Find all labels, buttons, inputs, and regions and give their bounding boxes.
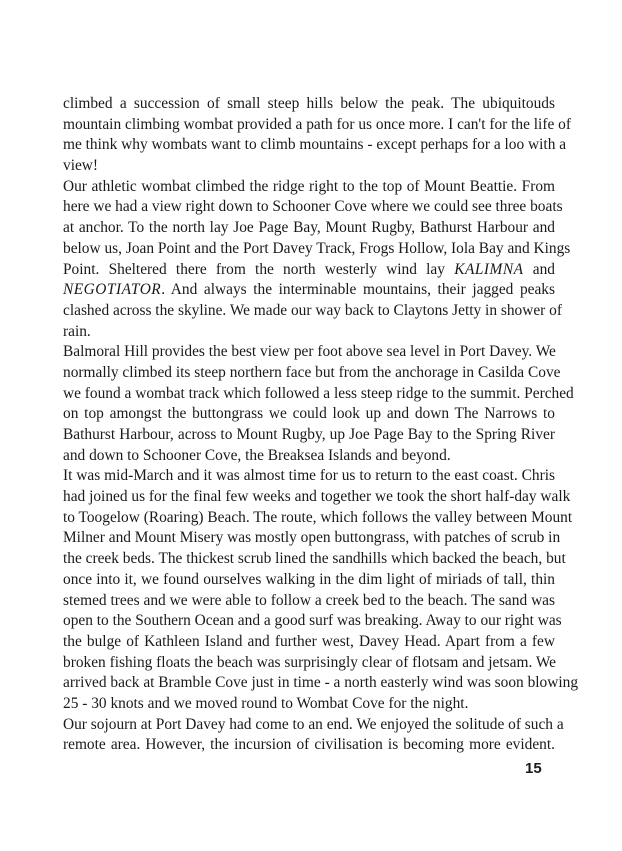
text-line: to Toogelow (Roaring) Beach. The route, which follows the valley between Mount <box>63 508 573 526</box>
text-line: stemed trees and we were able to follow a creek bed to the beach. The sand was <box>63 591 555 609</box>
text-line: Our athletic wombat climbed the ridge right to the top of Mount Beattie. From <box>63 177 555 195</box>
boat-name-negotiator: NEGOTIATOR <box>63 281 162 299</box>
text-line: once into it, we found ourselves walking in the dim light of miriads of tall, thin <box>63 570 555 588</box>
text-line: Milner and Mount Misery was mostly open buttongrass, with patches of scrub in <box>63 529 561 547</box>
text-line: and down to Schooner Cove, the Breaksea Islands and beyond. <box>63 446 451 464</box>
text-line: remote area. However, the incursion of civilisation is becoming more evident. <box>63 736 555 754</box>
text-line: open to the Southern Ocean and a good surf was breaking. Away to our right was <box>63 612 562 630</box>
text-line <box>63 280 555 301</box>
page-number: 15 <box>525 760 542 777</box>
text-line: the bulge of Kathleen Island and further west, Davey Head. Apart from a few <box>63 632 555 650</box>
text-line: Bathurst Harbour, across to Mount Rugby, up Joe Page Bay to the Spring River <box>63 426 555 443</box>
text-line: broken fishing floats the beach was surprisingly clear of flotsam and jetsam. We <box>63 653 556 671</box>
text-line: we found a wombat track which followed a less steep ridge to the summit. Perched <box>63 384 574 402</box>
text-line: normally climbed its steep northern face but from the anchorage in Casilda Cove <box>63 363 561 381</box>
text-line: Our sojourn at Port Davey had come to an end. We enjoyed the solitude of such a <box>63 715 564 733</box>
text-line: had joined us for the final few weeks and together we took the short half-day walk <box>63 488 571 506</box>
text-line: climbed a succession of small steep hills below the peak. The ubiquitouds <box>63 95 555 112</box>
text-line: here we had a view right down to Schooner Cove where we could see three boats <box>63 198 563 216</box>
text-segment: Point. Sheltered there from the north westerly wind lay <box>63 260 445 278</box>
text-line: Balmoral Hill provides the best view per foot above sea level in Port Davey. We <box>63 343 556 361</box>
text-line <box>63 260 555 281</box>
text-line: 25 - 30 knots and we moved round to Wombat Cove for the night. <box>63 694 469 712</box>
text-line: view! <box>63 157 99 175</box>
text-line: below us, Joan Point and the Port Davey Track, Frogs Hollow, Iola Bay and Kings <box>63 239 571 257</box>
text-line: rain. <box>63 322 91 340</box>
body-text <box>63 94 579 756</box>
text-line: It was mid-March and it was almost time for us to return to the east coast. Chris <box>63 467 555 485</box>
text-line: the creek beds. The thickest scrub lined the sandhills which backed the beach, but <box>63 550 566 568</box>
boat-name-kalimna: KALIMNA <box>454 260 524 278</box>
text-line: on top amongst the buttongrass we could look up and down The Narrows to <box>63 405 555 423</box>
text-segment: . And always the interminable mountains, their jagged peaks <box>161 281 555 299</box>
text-line: clashed across the skyline. We made our way back to Claytons Jetty in shower of <box>63 301 562 319</box>
text-line: me think why wombats want to climb mountains - except perhaps for a loo with a <box>63 136 567 154</box>
text-line: at anchor. To the north lay Joe Page Bay, Mount Rugby, Bathurst Harbour and <box>63 219 555 237</box>
text-line: mountain climbing wombat provided a path for us once more. I can't for the life of <box>63 115 571 133</box>
text-line: arrived back at Bramble Cove just in time - a north easterly wind was soon blowing <box>63 674 579 692</box>
text-segment: and <box>532 260 555 278</box>
